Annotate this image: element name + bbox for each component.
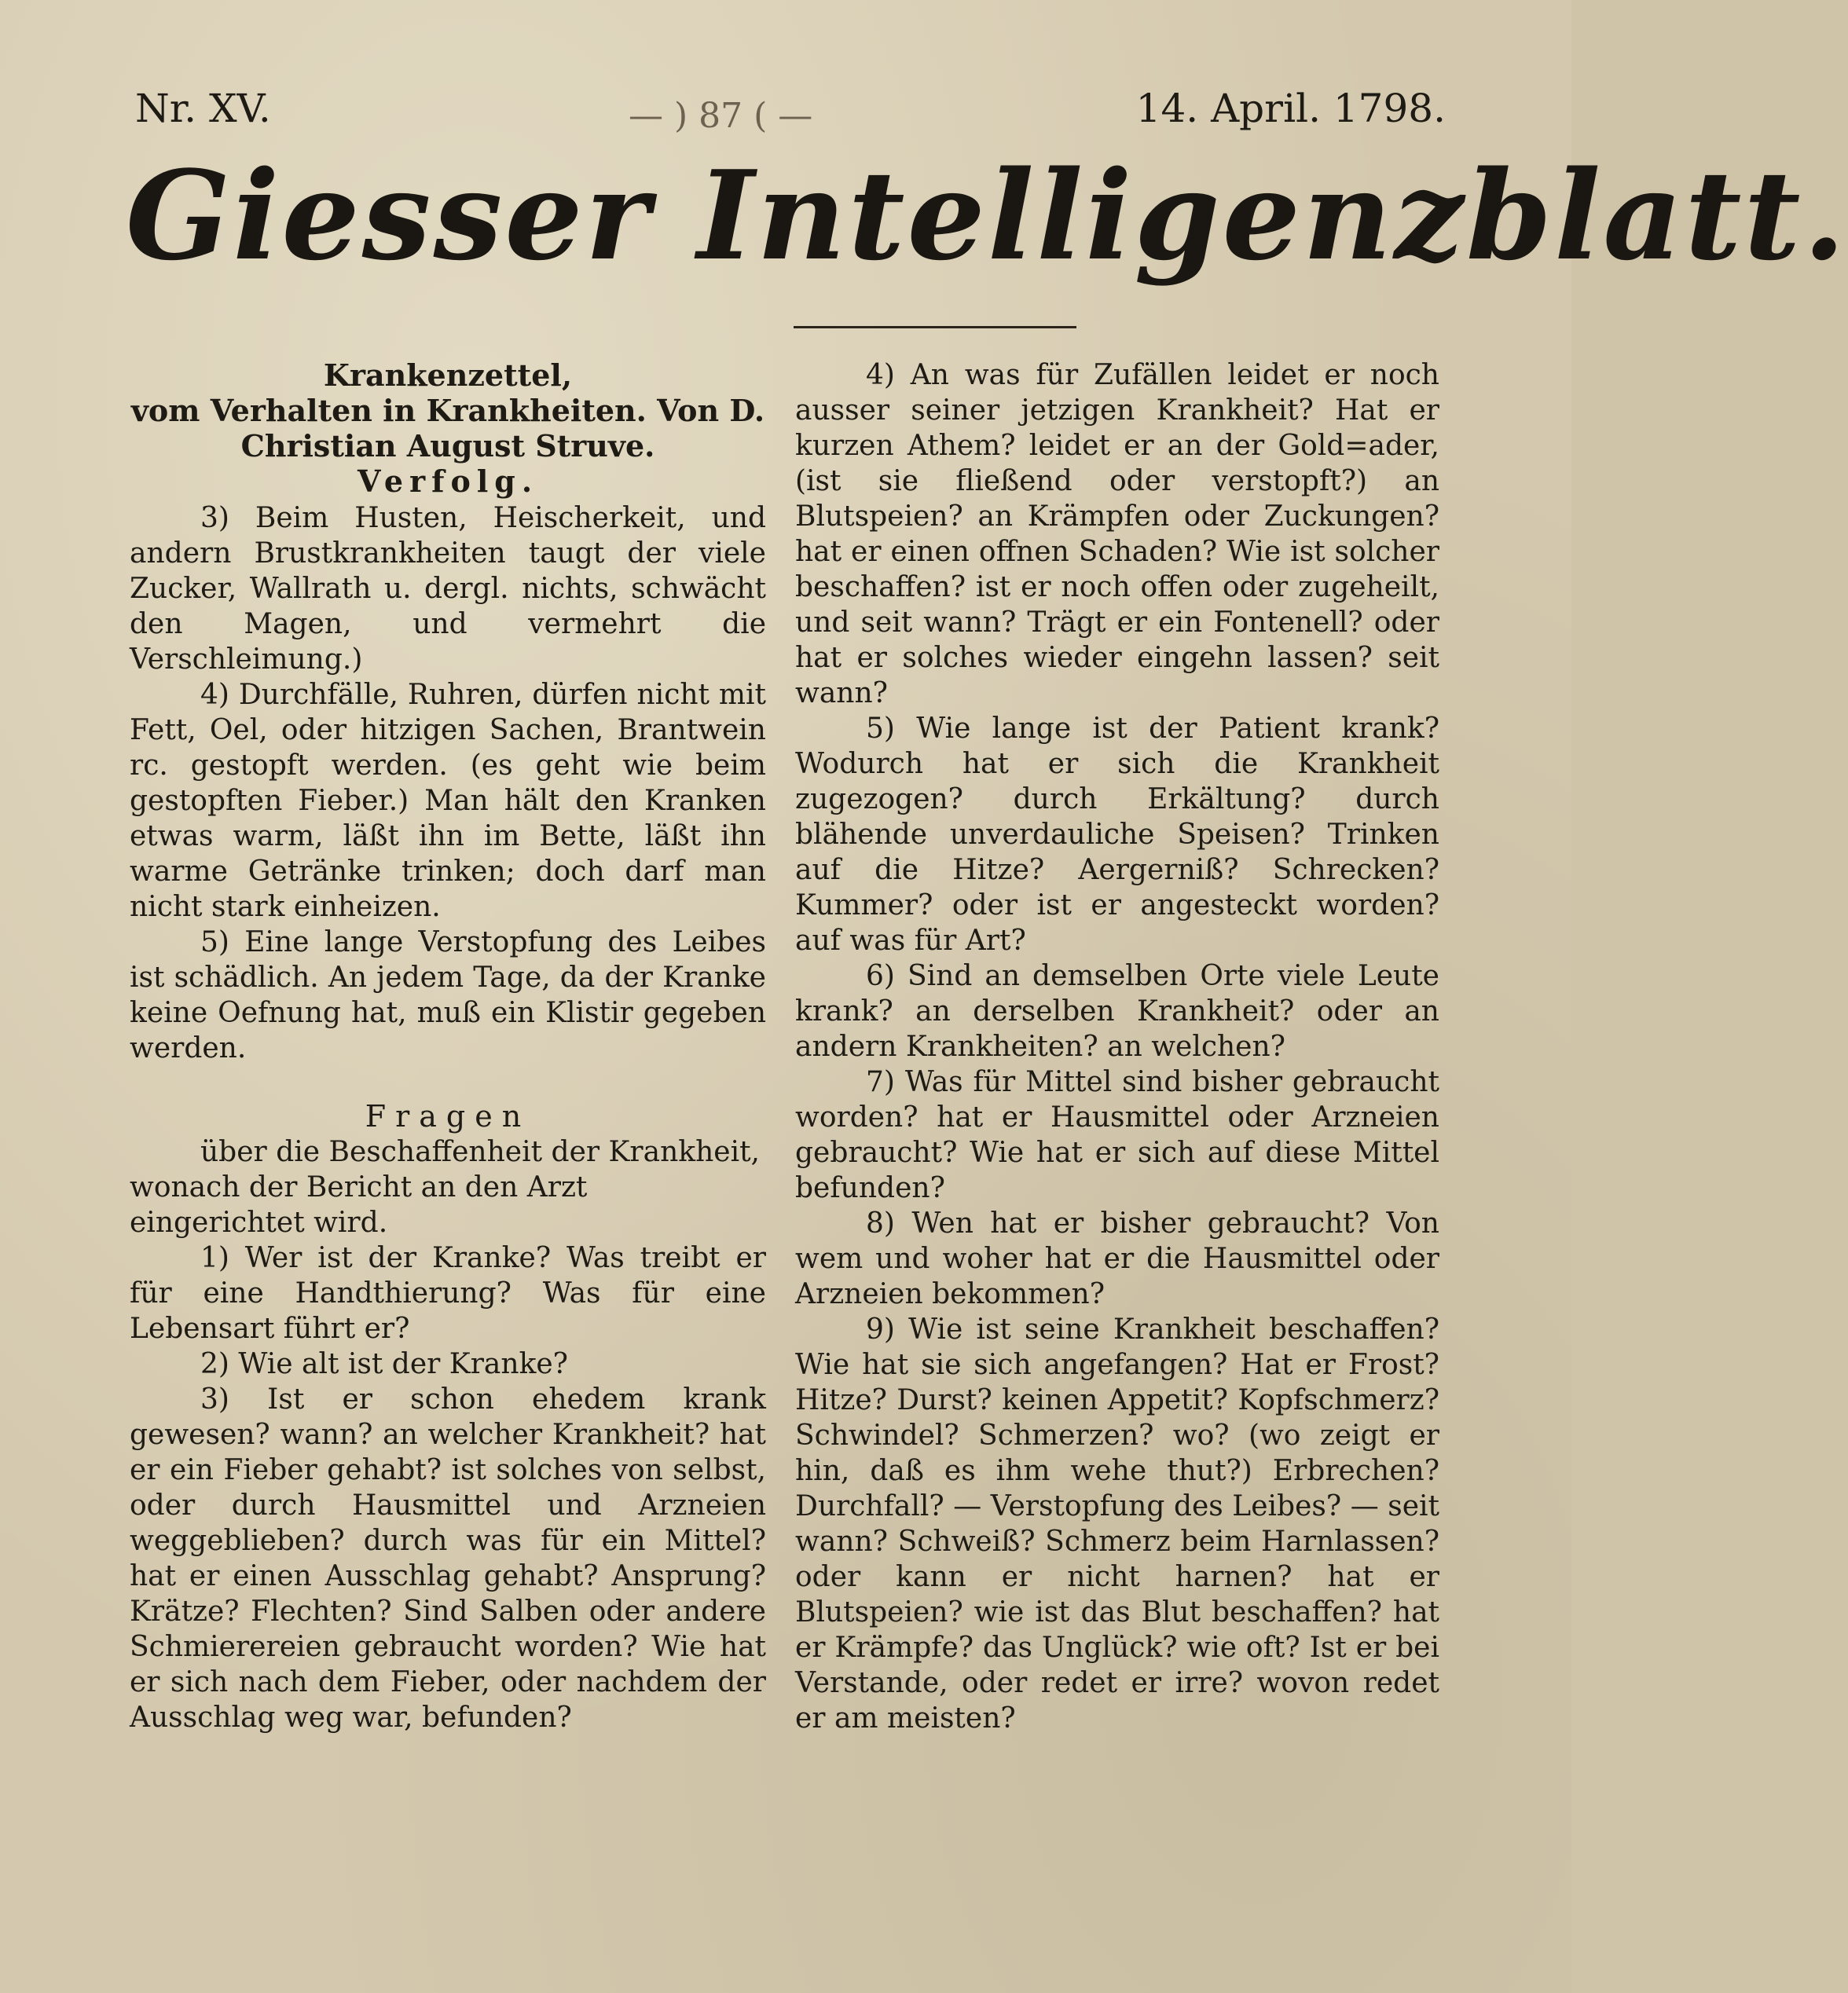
article-continuation: Verfolg. xyxy=(357,463,539,499)
right-column xyxy=(795,357,1439,1736)
paragraph: 1) Wer ist der Kranke? Was treibt er für eine Handthierung? Was für eine Lebensart führt er? xyxy=(130,1242,766,1345)
issue-date: 14. April. 1798. xyxy=(1135,86,1446,131)
article-subtitle: vom Verhalten in Krankheiten. Von D. Christian August Struve. xyxy=(130,393,765,463)
paragraph: 4) An was für Zufällen leidet er noch ausser seiner jetzigen Krankheit? Hat er kurzen Athem? leidet er an der Gold=ader, (ist sie fließend oder verstopft?) an Blutspeien? an Krämpfen oder Zuckungen? hat er einen offnen Schaden? Wie ist solcher beschaffen? ist er noch offen oder zugeheilt, und seit wann? Trägt er ein Fontenell? oder hat er solches wieder eingehn lassen? seit wann? xyxy=(795,359,1439,709)
paragraph: 9) Wie ist seine Krankheit beschaffen? Wie hat sie sich angefangen? Hat er Frost? Hitze? Durst? keinen Appetit? Kopfschmerz? Schwindel? Schmerzen? wo? (wo zeigt er hin, daß es ihm wehe thut?) Erbrechen? Durchfall? — Verstopfung des Leibes? — seit wann? Schweiß? Schmerz beim Harnlassen? oder kann er nicht harnen? hat er Blutspeien? wie ist das Blut beschaffen? hat er Krämpfe? das Unglück? wie oft? Ist er bei Verstande, oder redet er irre? wovon redet er am meisten? xyxy=(795,1313,1439,1735)
paragraph: 5) Eine lange Verstopfung des Leibes ist schädlich. An jedem Tage, da der Kranke keine Oefnung hat, muß ein Klistir gegeben werden. xyxy=(130,926,766,1064)
paragraph: 3) Ist er schon ehedem krank gewesen? wann? an welcher Krankheit? hat er ein Fieber gehabt? ist solches von selbst, oder durch Hausmittel und Arzneien weggeblieben? durch was für ein Mittel? hat er einen Ausschlag gehabt? Ansprung? Krätze? Flechten? Sind Salben oder andere Schmierereien gebraucht worden? Wie hat er sich nach dem Fieber, oder nachdem der Ausschlag weg war, befunden? xyxy=(130,1383,766,1734)
paragraph: 5) Wie lange ist der Patient krank? Wodurch hat er sich die Krankheit zugezogen? durch Erkältung? durch blähende unverdauliche Speisen? Trinken auf die Hitze? Aergerniß? Schrecken? Kummer? oder ist er angesteckt worden? auf was für Art? xyxy=(795,713,1439,957)
fragen-heading: Fragen xyxy=(365,1099,531,1134)
fragen-subtitle: über die Beschaffenheit der Krankheit, wonach der Bericht an den Arzt eingerichtet wird. xyxy=(130,1136,761,1239)
paragraph: 8) Wen hat er bisher gebraucht? Von wem und woher hat er die Hausmittel oder Arzneien bekommen? xyxy=(795,1207,1439,1310)
paragraph: 4) Durchfälle, Ruhren, dürfen nicht mit Fett, Oel, oder hitzigen Sachen, Brantwein rc. gestopft werden. (es geht wie beim gestopften Fieber.) Man hält den Kranken etwas warm, läßt ihn im Bette, läßt ihn warme Getränke trinken; doch darf man nicht stark einheizen. xyxy=(130,679,766,923)
article-title: Krankenzettel, xyxy=(323,357,573,393)
left-column xyxy=(130,357,766,1735)
paragraph: 3) Beim Husten, Heischerkeit, und andern Brustkrankheiten taugt der viele Zucker, Wallrath u. dergl. nichts, schwächt den Magen, und vermehrt die Verschleimung.) xyxy=(130,502,766,676)
paragraph: 2) Wie alt ist der Kranke? xyxy=(200,1348,568,1380)
column-rule xyxy=(794,326,1076,328)
masthead-title: Giesser Intelligenzblatt. xyxy=(126,144,1848,288)
page-number-mark: — ) 87 ( — xyxy=(629,96,813,136)
paragraph: 6) Sind an demselben Orte viele Leute krank? an derselben Krankheit? oder an andern Krankheiten? an welchen? xyxy=(795,960,1439,1063)
paragraph: 7) Was für Mittel sind bisher gebraucht worden? hat er Hausmittel oder Arzneien gebraucht? Wie hat er sich auf diese Mittel befunden? xyxy=(795,1066,1439,1204)
issue-number: Nr. XV. xyxy=(135,86,271,131)
